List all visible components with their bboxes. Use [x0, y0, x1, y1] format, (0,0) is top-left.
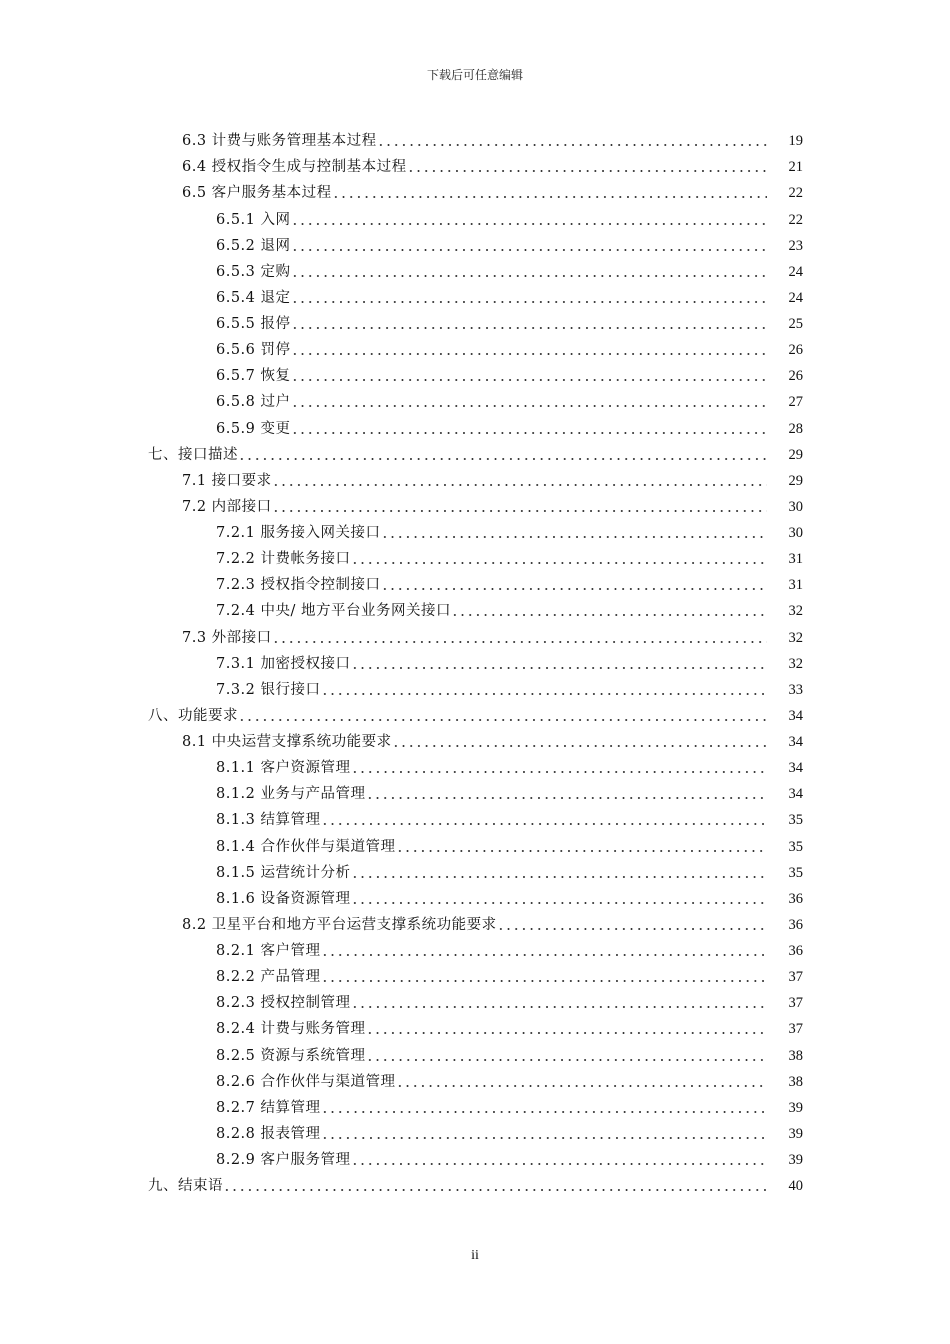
toc-entry-page: 22: [788, 211, 803, 228]
toc-entry-page: 32: [788, 629, 803, 646]
toc-entry-page: 32: [788, 655, 803, 672]
toc-entry-page: 39: [788, 1125, 803, 1142]
toc-entry-title: 7.2.2 计费帐务接口: [216, 551, 351, 568]
toc-dot-leader: [366, 1059, 767, 1061]
toc-entry[interactable]: [148, 411, 803, 437]
toc-entry-title: 8.1.2 业务与产品管理: [216, 786, 366, 803]
toc-dot-leader: [291, 405, 767, 407]
toc-entry[interactable]: [148, 385, 803, 411]
toc-entry-page: 19: [788, 133, 803, 150]
toc-entry-page: 37: [788, 969, 803, 986]
toc-dot-leader: [321, 954, 767, 956]
toc-dot-leader: [332, 196, 767, 198]
toc-dot-leader: [351, 562, 767, 564]
toc-entry-title: 8.2.4 计费与账务管理: [216, 1021, 366, 1038]
toc-entry[interactable]: [148, 647, 803, 673]
toc-entry-title: 6.5.7 恢复: [216, 368, 291, 385]
toc-entry[interactable]: [148, 359, 803, 385]
toc-entry[interactable]: [148, 333, 803, 359]
toc-entry-title: 7.2.1 服务接入网关接口: [216, 525, 381, 541]
toc-entry-title: 8.2 卫星平台和地方平台运营支撑系统功能要求: [182, 916, 497, 933]
toc-dot-leader: [321, 823, 767, 825]
toc-dot-leader: [366, 1032, 767, 1034]
toc-entry-title: 7.2 内部接口: [182, 498, 272, 515]
toc-entry[interactable]: [148, 438, 803, 464]
toc-entry[interactable]: [148, 1065, 803, 1091]
toc-entry-page: 31: [788, 551, 803, 568]
toc-entry-page: 37: [788, 995, 803, 1012]
toc-dot-leader: [351, 667, 767, 669]
toc-dot-leader: [291, 432, 767, 434]
toc-entry[interactable]: [148, 176, 803, 202]
toc-dot-leader: [291, 301, 767, 303]
toc-entry-page: 30: [788, 498, 803, 515]
toc-dot-leader: [238, 458, 767, 460]
toc-entry-page: 34: [788, 707, 803, 724]
toc-entry[interactable]: [148, 568, 803, 594]
toc-entry-page: 24: [788, 289, 803, 306]
toc-dot-leader: [291, 275, 767, 277]
toc-entry[interactable]: [148, 699, 803, 725]
toc-entry-page: 25: [788, 316, 803, 332]
toc-dot-leader: [407, 170, 767, 172]
toc-entry-title: 6.5.6 罚停: [216, 342, 291, 359]
toc-dot-leader: [366, 797, 767, 799]
toc-entry-page: 26: [788, 342, 803, 359]
toc-dot-leader: [351, 1163, 767, 1165]
toc-entry-title: 8.2.1 客户管理: [216, 943, 321, 959]
toc-entry-page: 37: [788, 1021, 803, 1038]
toc-dot-leader: [272, 510, 767, 512]
toc-entry-page: 31: [788, 577, 803, 594]
toc-dot-leader: [377, 144, 767, 146]
toc-entry-page: 29: [788, 446, 803, 463]
toc-dot-leader: [497, 928, 767, 930]
toc-entry-title: 8.1 中央运营支撑系统功能要求: [182, 734, 392, 750]
toc-entry-page: 36: [788, 916, 803, 933]
toc-dot-leader: [291, 249, 767, 251]
toc-entry[interactable]: [148, 490, 803, 516]
toc-dot-leader: [451, 614, 767, 616]
toc-entry-title: 6.5.3 定购: [216, 263, 291, 280]
toc-dot-leader: [291, 223, 767, 225]
toc-entry[interactable]: [148, 464, 803, 490]
toc-entry-page: 35: [788, 864, 803, 881]
toc-dot-leader: [321, 980, 767, 982]
toc-entry-page: 39: [788, 1099, 803, 1116]
toc-dot-leader: [321, 693, 767, 695]
toc-entry-page: 21: [788, 159, 803, 176]
toc-entry[interactable]: [148, 124, 803, 150]
toc-entry[interactable]: [148, 620, 803, 646]
toc-entry-title: 8.1.5 运营统计分析: [216, 864, 351, 881]
toc-dot-leader: [381, 588, 767, 590]
toc-entry-page: 34: [788, 734, 803, 750]
toc-entry-title: 6.4 授权指令生成与控制基本过程: [182, 159, 407, 176]
toc-entry-title: 8.1.1 客户资源管理: [216, 760, 351, 777]
toc-entry-page: 29: [788, 472, 803, 489]
toc-dot-leader: [392, 745, 767, 747]
toc-dot-leader: [396, 1085, 767, 1087]
toc-dot-leader: [351, 771, 767, 773]
toc-dot-leader: [381, 536, 767, 538]
toc-entry-page: 26: [788, 368, 803, 385]
toc-entry-page: 32: [788, 603, 803, 620]
toc-entry-page: 35: [788, 812, 803, 829]
toc-entry-page: 38: [788, 1047, 803, 1064]
toc-entry-page: 39: [788, 1152, 803, 1168]
toc-entry[interactable]: [148, 281, 803, 307]
toc-entry-title: 8.2.2 产品管理: [216, 969, 321, 986]
toc-entry-title: 8.2.8 报表管理: [216, 1125, 321, 1142]
toc-entry-title: 8.2.7 结算管理: [216, 1099, 321, 1116]
toc-dot-leader: [291, 379, 767, 381]
toc-entry[interactable]: [148, 255, 803, 281]
toc-entry-title: 7.3 外部接口: [182, 629, 272, 646]
toc-entry-title: 八、功能要求: [148, 707, 238, 724]
toc-entry-title: 6.3 计费与账务管理基本过程: [182, 133, 377, 150]
toc-entry[interactable]: [148, 673, 803, 699]
toc-dot-leader: [351, 1006, 767, 1008]
toc-entry[interactable]: [148, 829, 803, 855]
toc-entry-page: 22: [788, 185, 803, 202]
toc-entry[interactable]: [148, 882, 803, 908]
toc-dot-leader: [321, 1137, 767, 1139]
toc-entry[interactable]: [148, 307, 803, 333]
toc-entry[interactable]: [148, 777, 803, 803]
toc-entry-title: 8.2.6 合作伙伴与渠道管理: [216, 1073, 396, 1090]
toc-dot-leader: [238, 719, 767, 721]
toc-dot-leader: [272, 484, 767, 486]
toc-entry-page: 27: [788, 394, 803, 411]
toc-entry-title: 6.5 客户服务基本过程: [182, 185, 332, 202]
toc-entry[interactable]: [148, 908, 803, 934]
toc-entry-title: 6.5.2 退网: [216, 237, 291, 254]
toc-entry-title: 8.2.9 客户服务管理: [216, 1152, 351, 1168]
toc-entry-title: 九、结束语: [148, 1178, 223, 1195]
toc-entry[interactable]: [148, 751, 803, 777]
toc-entry-title: 7.3.1 加密授权接口: [216, 655, 351, 672]
page-number: ii: [471, 1248, 479, 1263]
toc-entry[interactable]: [148, 725, 803, 751]
toc-dot-leader: [223, 1189, 767, 1191]
toc-entry[interactable]: [148, 229, 803, 255]
toc-entry[interactable]: [148, 1091, 803, 1117]
toc-entry-page: 34: [788, 786, 803, 803]
toc-dot-leader: [291, 327, 767, 329]
toc-dot-leader: [351, 876, 767, 878]
table-of-contents: [148, 124, 803, 1195]
toc-entry[interactable]: [148, 986, 803, 1012]
toc-entry-page: 33: [788, 681, 803, 698]
toc-entry[interactable]: [148, 516, 803, 542]
toc-entry[interactable]: [148, 202, 803, 228]
toc-entry[interactable]: [148, 1038, 803, 1064]
toc-entry[interactable]: [148, 1169, 803, 1195]
toc-entry-page: 40: [788, 1178, 803, 1195]
toc-dot-leader: [291, 353, 767, 355]
toc-entry-page: 34: [788, 760, 803, 777]
toc-entry-page: 30: [788, 525, 803, 541]
toc-entry[interactable]: [148, 960, 803, 986]
toc-entry[interactable]: [148, 150, 803, 176]
page-header: 下载后可任意编辑: [426, 68, 523, 82]
toc-entry-title: 6.5.5 报停: [216, 316, 291, 332]
toc-entry-page: 24: [788, 263, 803, 280]
toc-entry[interactable]: [148, 542, 803, 568]
toc-entry-title: 7.2.4 中央/ 地方平台业务网关接口: [216, 603, 451, 620]
toc-entry[interactable]: [148, 1012, 803, 1038]
toc-entry-title: 6.5.8 过户: [216, 394, 291, 411]
toc-entry[interactable]: [148, 803, 803, 829]
toc-entry-title: 8.2.5 资源与系统管理: [216, 1047, 366, 1064]
toc-entry-page: 36: [788, 943, 803, 959]
toc-entry-title: 6.5.4 退定: [216, 289, 291, 306]
toc-entry[interactable]: [148, 1143, 803, 1169]
toc-entry-title: 8.1.4 合作伙伴与渠道管理: [216, 838, 396, 855]
toc-entry[interactable]: [148, 594, 803, 620]
toc-entry-title: 7.2.3 授权指令控制接口: [216, 577, 381, 594]
toc-entry-title: 8.1.3 结算管理: [216, 812, 321, 829]
toc-entry-title: 8.2.3 授权控制管理: [216, 995, 351, 1012]
toc-dot-leader: [321, 1111, 767, 1113]
toc-dot-leader: [351, 902, 767, 904]
toc-entry-page: 28: [788, 420, 803, 437]
toc-entry-title: 7.3.2 银行接口: [216, 681, 321, 698]
toc-entry-title: 8.1.6 设备资源管理: [216, 890, 351, 907]
toc-entry-page: 36: [788, 890, 803, 907]
toc-entry-title: 七、接口描述: [148, 446, 238, 463]
toc-entry-page: 38: [788, 1073, 803, 1090]
toc-entry[interactable]: [148, 856, 803, 882]
toc-entry-page: 35: [788, 838, 803, 855]
toc-entry-title: 6.5.1 入网: [216, 211, 291, 228]
toc-dot-leader: [396, 850, 767, 852]
toc-entry[interactable]: [148, 1117, 803, 1143]
toc-entry[interactable]: [148, 934, 803, 960]
toc-entry-title: 7.1 接口要求: [182, 472, 272, 489]
toc-entry-title: 6.5.9 变更: [216, 420, 291, 437]
toc-entry-page: 23: [788, 237, 803, 254]
toc-dot-leader: [272, 641, 767, 643]
